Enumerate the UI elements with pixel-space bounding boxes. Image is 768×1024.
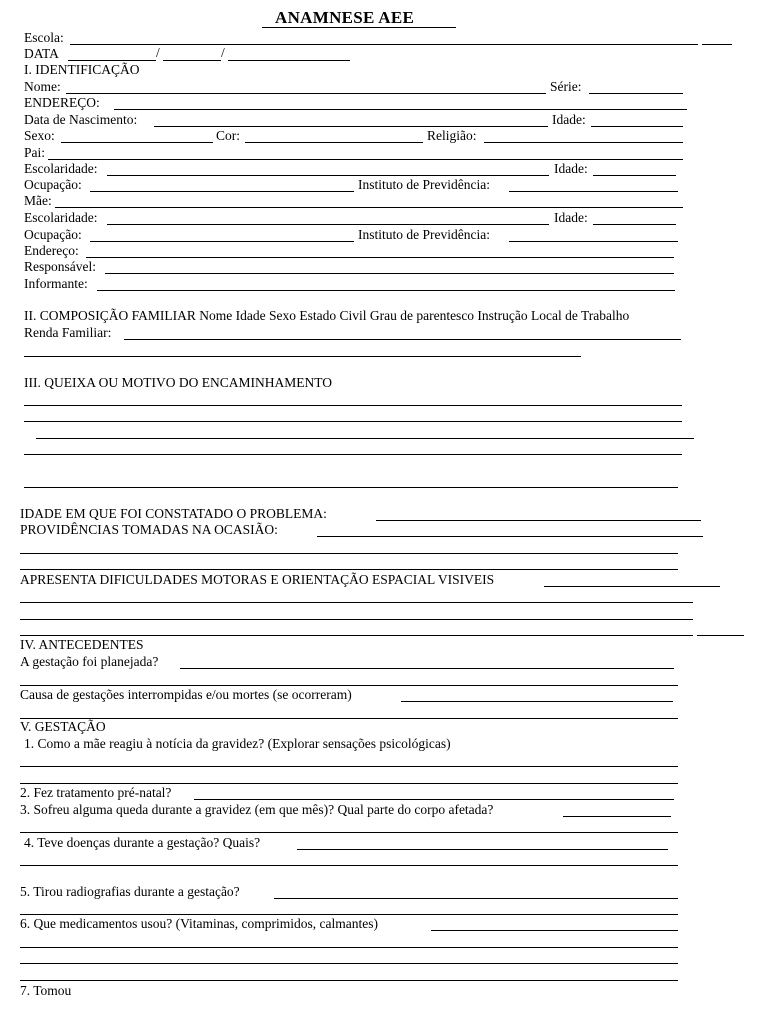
nome-field[interactable]: [66, 93, 546, 94]
q2-label: 2. Fez tratamento pré-natal?: [20, 785, 172, 800]
data-slash-1: /: [156, 45, 160, 60]
data-nascimento-field[interactable]: [154, 126, 548, 127]
pai-label: Pai:: [24, 145, 46, 160]
dificuldades-line-3[interactable]: [20, 619, 693, 620]
dificuldades-line-4[interactable]: [20, 635, 693, 636]
q6-label: 6. Que medicamentos usou? (Vitaminas, comprimidos, calmantes): [20, 916, 378, 931]
mae-idade-field[interactable]: [593, 224, 676, 225]
queixa-line-2[interactable]: [24, 421, 682, 422]
dificuldades-label: APRESENTA DIFICULDADES MOTORAS E ORIENTAÇÃO ESPACIAL VISIVEIS: [20, 572, 495, 587]
pai-idade-label: Idade:: [554, 161, 588, 176]
pai-idade-field[interactable]: [593, 175, 676, 176]
informante-field[interactable]: [97, 290, 675, 291]
serie-label: Série:: [550, 79, 582, 94]
data-nascimento-label: Data de Nascimento:: [24, 112, 138, 127]
providencias-label: PROVIDÊNCIAS TOMADAS NA OCASIÃO:: [20, 522, 278, 537]
queixa-line-5[interactable]: [24, 487, 678, 488]
idade-problema-field[interactable]: [376, 520, 701, 521]
renda-familiar-line-2[interactable]: [24, 356, 581, 357]
data-label: DATA: [24, 46, 59, 61]
mae-label: Mãe:: [24, 193, 52, 208]
dificuldades-line-2[interactable]: [20, 602, 693, 603]
pai-instituto-field[interactable]: [509, 191, 678, 192]
mae-field[interactable]: [55, 207, 683, 208]
mae-idade-label: Idade:: [554, 210, 588, 225]
cor-field[interactable]: [245, 142, 423, 143]
q5-label: 5. Tirou radiografias durante a gestação?: [20, 884, 240, 899]
queixa-line-1[interactable]: [24, 405, 682, 406]
religiao-label: Religião:: [427, 128, 477, 143]
q6-line-2[interactable]: [20, 947, 678, 948]
section-composicao-heading: II. COMPOSIÇÃO FAMILIAR Nome Idade Sexo Estado Civil Grau de parentesco Instrução Local de Trabalho: [24, 308, 630, 323]
q2-field[interactable]: [194, 799, 674, 800]
pai-escolaridade-label: Escolaridade:: [24, 161, 98, 176]
data-month-field[interactable]: [163, 60, 221, 61]
q1-line-1[interactable]: [20, 766, 678, 767]
endereco-label: Endereço:: [24, 243, 79, 258]
gestacao-planejada-label: A gestação foi planejada?: [20, 654, 159, 669]
data-slash-2: /: [221, 45, 225, 60]
pai-instituto-label: Instituto de Previdência:: [358, 177, 490, 192]
mae-instituto-field[interactable]: [509, 241, 678, 242]
mae-escolaridade-field[interactable]: [107, 224, 549, 225]
pai-escolaridade-field[interactable]: [107, 175, 549, 176]
page-title: ANAMNESE AEE: [275, 8, 415, 27]
queixa-line-4[interactable]: [24, 454, 682, 455]
idade-problema-label: IDADE EM QUE FOI CONSTATADO O PROBLEMA:: [20, 506, 327, 521]
q7-label: 7. Tomou: [20, 983, 72, 998]
providencias-field[interactable]: [317, 536, 703, 537]
section-antecedentes-heading: IV. ANTECEDENTES: [20, 637, 144, 652]
q1-line-2[interactable]: [20, 783, 678, 784]
dificuldades-line-4-extra[interactable]: [697, 635, 744, 636]
q3-line-2[interactable]: [20, 832, 678, 833]
q6-line-4[interactable]: [20, 980, 678, 981]
sexo-field[interactable]: [61, 142, 213, 143]
section-queixa-heading: III. QUEIXA OU MOTIVO DO ENCAMINHAMENTO: [24, 375, 332, 390]
gestacao-planejada-line-2[interactable]: [20, 685, 678, 686]
responsavel-label: Responsável:: [24, 259, 96, 274]
pai-ocupacao-field[interactable]: [90, 191, 354, 192]
informante-label: Informante:: [24, 276, 88, 291]
q4-line-2[interactable]: [20, 865, 678, 866]
responsavel-field[interactable]: [105, 273, 674, 274]
mae-escolaridade-label: Escolaridade:: [24, 210, 98, 225]
renda-familiar-label: Renda Familiar:: [24, 325, 112, 340]
causa-label: Causa de gestações interrompidas e/ou mortes (se ocorreram): [20, 687, 352, 702]
gestacao-planejada-field[interactable]: [180, 668, 674, 669]
pai-field[interactable]: [48, 159, 683, 160]
q5-line-2[interactable]: [20, 914, 678, 915]
data-year-field[interactable]: [228, 60, 350, 61]
data-day-field[interactable]: [68, 60, 156, 61]
serie-field[interactable]: [589, 93, 683, 94]
endereco-field[interactable]: [86, 257, 674, 258]
providencias-line-2[interactable]: [20, 553, 678, 554]
escola-field[interactable]: [70, 44, 698, 45]
nome-label: Nome:: [24, 79, 61, 94]
q3-label: 3. Sofreu alguma queda durante a gravidez (em que mês)? Qual parte do corpo afetada?: [20, 802, 494, 817]
q1-label: 1. Como a mãe reagiu à notícia da gravidez? (Explorar sensações psicológicas): [24, 736, 451, 751]
q4-label: 4. Teve doenças durante a gestação? Quais?: [24, 835, 261, 850]
cor-label: Cor:: [216, 128, 241, 143]
endereco-caps-field[interactable]: [114, 109, 687, 110]
q6-line-3[interactable]: [20, 963, 678, 964]
q3-field[interactable]: [563, 816, 671, 817]
sexo-label: Sexo:: [24, 128, 55, 143]
causa-field[interactable]: [401, 701, 673, 702]
q4-field[interactable]: [297, 849, 668, 850]
q5-field[interactable]: [274, 898, 678, 899]
endereco-caps-label: ENDEREÇO:: [24, 95, 100, 110]
queixa-line-3[interactable]: [36, 438, 694, 439]
section-gestacao-heading: V. GESTAÇÃO: [20, 719, 106, 734]
section-identificacao-heading: I. IDENTIFICAÇÃO: [24, 62, 140, 77]
escola-label: Escola:: [24, 30, 64, 45]
causa-line-2[interactable]: [20, 718, 678, 719]
providencias-line-3[interactable]: [20, 569, 678, 570]
dificuldades-field[interactable]: [544, 586, 720, 587]
pai-ocupacao-label: Ocupação:: [24, 177, 82, 192]
title-underline: [262, 27, 456, 28]
escola-extra-field[interactable]: [702, 44, 732, 45]
idade-label: Idade:: [552, 112, 586, 127]
religiao-field[interactable]: [484, 142, 683, 143]
renda-familiar-field[interactable]: [124, 339, 681, 340]
mae-ocupacao-field[interactable]: [90, 241, 354, 242]
mae-ocupacao-label: Ocupação:: [24, 227, 82, 242]
mae-instituto-label: Instituto de Previdência:: [358, 227, 490, 242]
idade-field[interactable]: [591, 126, 683, 127]
q6-field[interactable]: [431, 930, 678, 931]
